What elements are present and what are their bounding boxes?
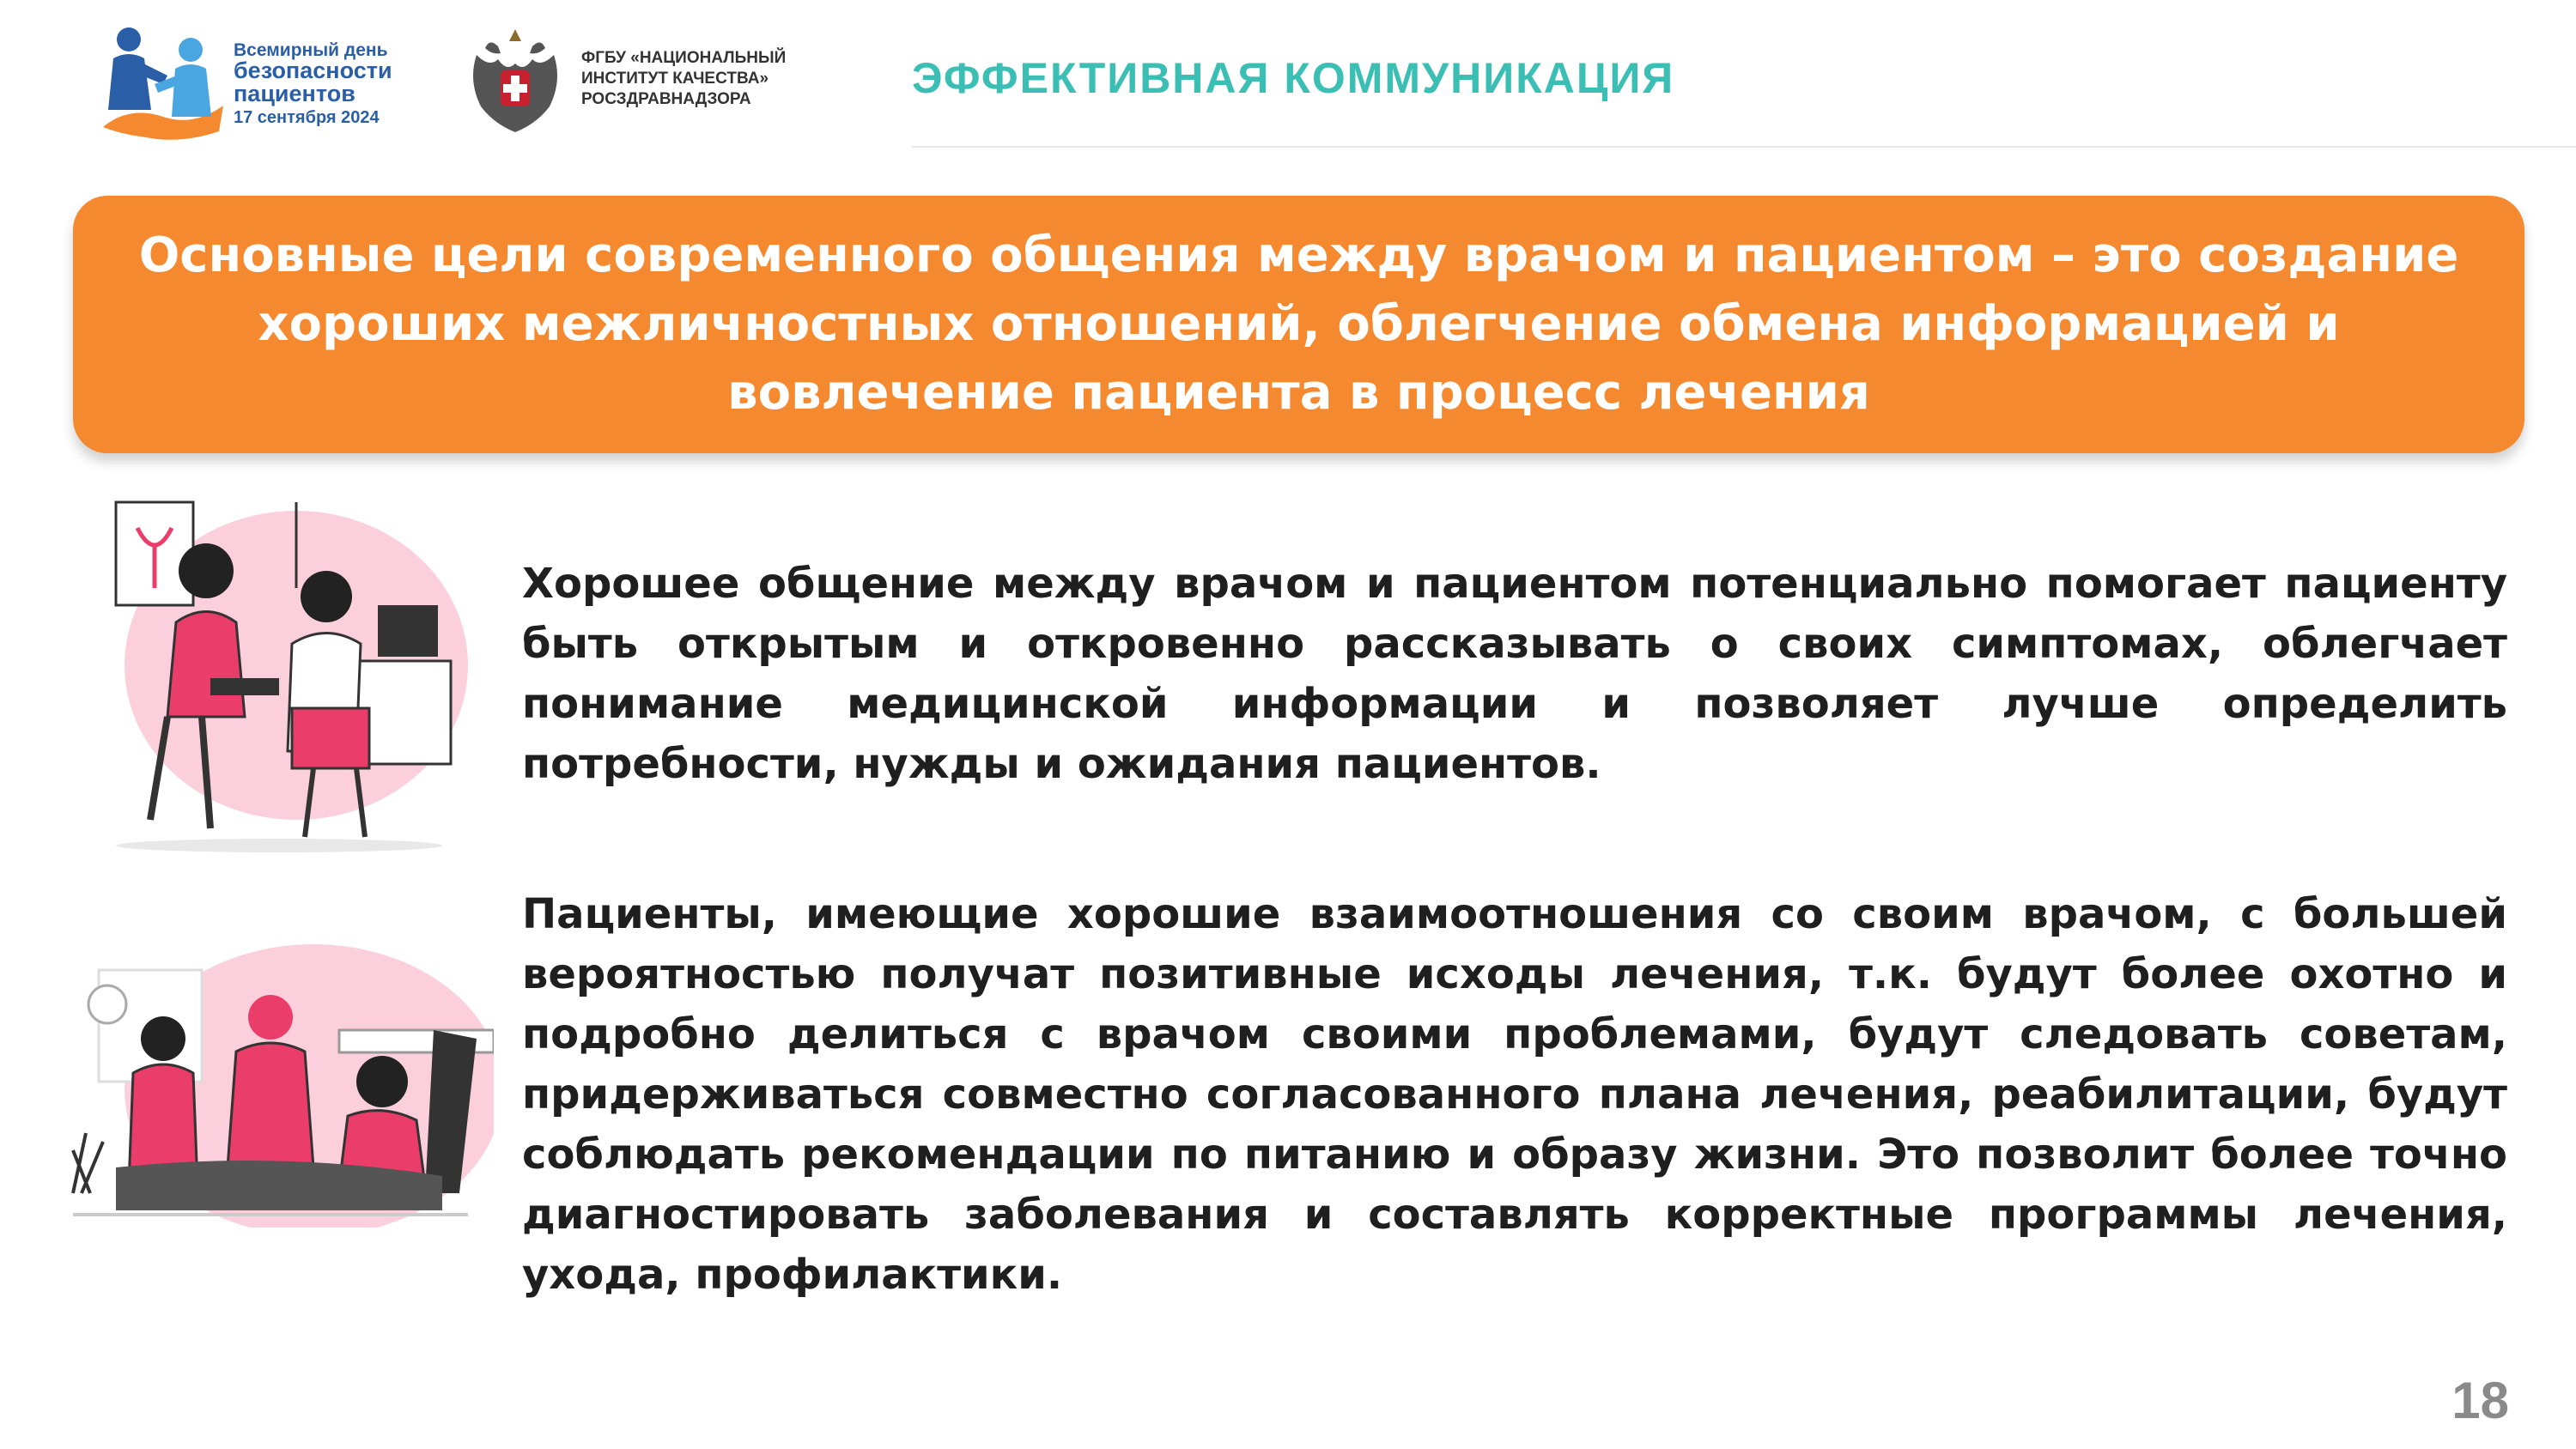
double-headed-eagle-emblem-icon (459, 21, 571, 141)
banner-text: Основные цели современного общения между врачом и пациентом – это создание хороших межличностных отношений, облегчение обмена информацией и вовлечение пациента в процесс лечения (138, 227, 2459, 421)
logo-line-1: Всемирный день (234, 40, 388, 60)
institute-caption (581, 48, 786, 109)
key-message-banner (73, 196, 2524, 453)
patient-safety-figures-icon (94, 24, 232, 140)
institute-line-1: ФГБУ «НАЦИОНАЛЬНЫЙ (581, 49, 787, 67)
logo-line-2: безопасности (234, 58, 392, 83)
patient-care-team-illustration (64, 936, 494, 1228)
logo-caption (234, 41, 392, 126)
section-title: ЭФФЕКТИВНАЯ КОММУНИКАЦИЯ (912, 54, 1675, 102)
logo-line-3: пациентов (234, 81, 355, 106)
doctor-consultation-illustration (99, 494, 468, 854)
paragraph-positive-outcomes: Пациенты, имеющие хорошие взаимоотношения со своим врачом, с большей вероятностью получат позитивные исходы лечения, т.к. будут более охотно и подробно делиться с врачом своими проблемами, будут следовать советам, придерживаться совместно согласованного плана лечения, реабилитации, будут соблюдать рекомендации по питанию и образу жизни. Это позволит более точно диагностировать заболевания и составлять корректные программы лечения, ухода, профилактики. (522, 890, 2507, 1299)
paragraph-good-communication: Хорошее общение между врачом и пациентом потенциально помогает пациенту быть открытым и откровенно рассказывать о своих симптомах, облегчает понимание медицинской информации и позволяет лучше определить потребности, нужды и ожидания пациентов. (522, 560, 2507, 788)
page-number: 18 (2451, 1372, 2509, 1429)
logo-date: 17 сентября 2024 (234, 108, 380, 127)
patient-safety-day-logo (94, 24, 404, 140)
header-divider (912, 146, 2576, 148)
institute-line-2: ИНСТИТУТ КАЧЕСТВА» (581, 69, 769, 88)
national-quality-institute-logo (459, 21, 820, 141)
institute-line-3: РОСЗДРАВНАДЗОРА (581, 89, 751, 108)
